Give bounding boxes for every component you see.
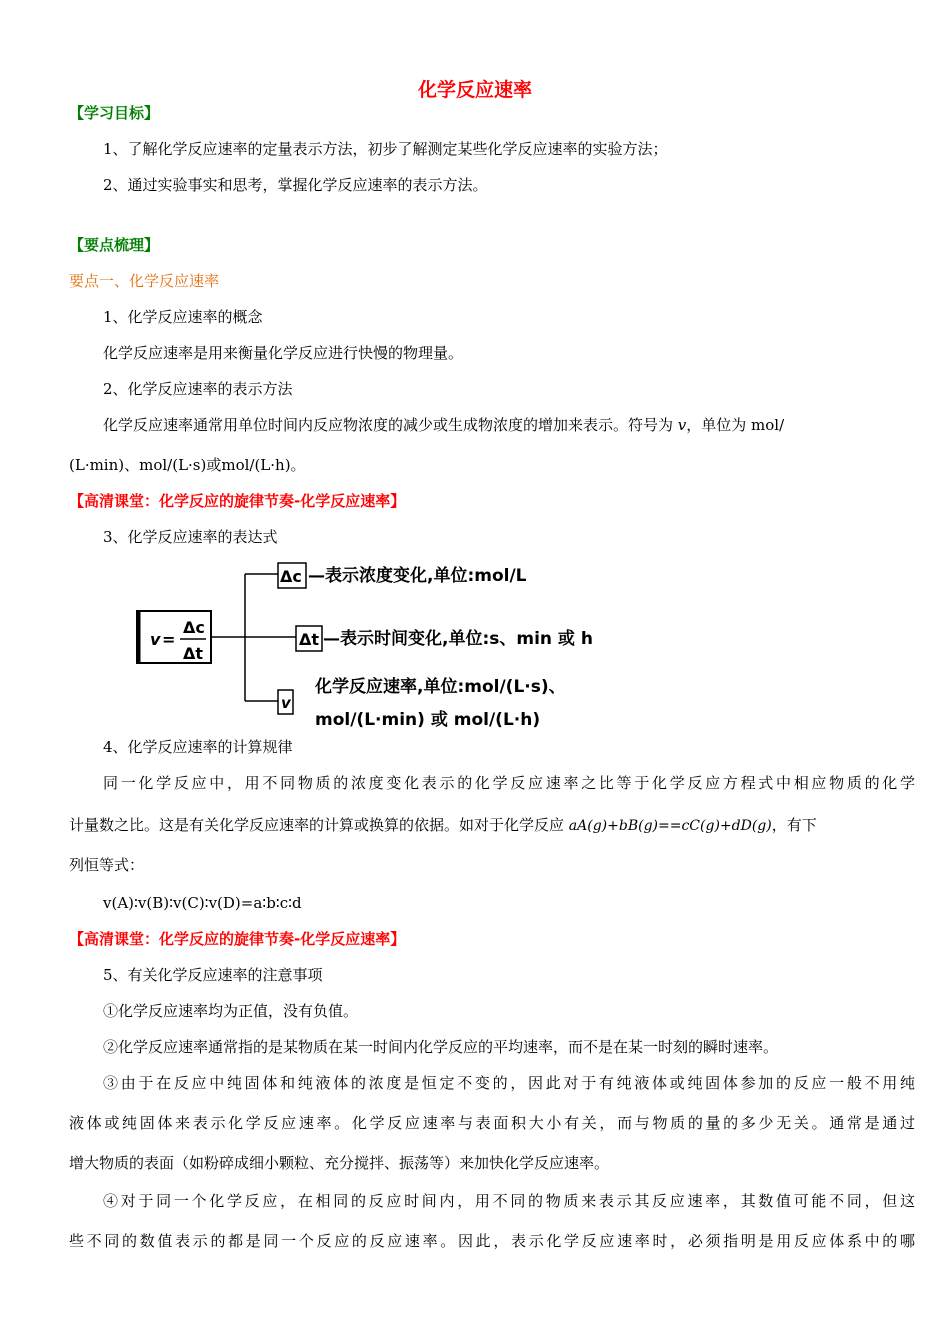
calc-rule-text-a: 计量数之比。这是有关化学反应速率的计算或换算的依据。如对于化学反应 <box>69 816 565 834</box>
note-4-line-2: 些不同的数值表示的都是同一个反应的反应速率。因此，表示化学反应速率时，必须指明是用反应体系中的哪 <box>69 1232 915 1250</box>
hd-class-link-1[interactable]: 【高清课堂：化学反应的旋律节奏-化学反应速率】 <box>69 492 406 510</box>
note-3-line-2: 液体或纯固体来表示化学反应速率。化学反应速率与表面积大小有关，而与物质的量的多少无关。通常是通过 <box>69 1114 915 1132</box>
branch-2-text: —表示时间变化,单位:s、min 或 h <box>323 629 593 649</box>
rate-expression-diagram <box>130 560 650 735</box>
calc-rule-text-b: ，有下 <box>771 816 817 834</box>
calc-rule-line-3: 列恒等式： <box>69 856 145 874</box>
page-title: 化学反应速率 <box>417 79 532 101</box>
branch-1-text: —表示浓度变化,单位:mol/L <box>308 566 527 586</box>
subsection-title-1: 1、化学反应速率的概念 <box>103 308 263 326</box>
hd-class-link-2[interactable]: 【高清课堂：化学反应的旋律节奏-化学反应速率】 <box>69 930 406 948</box>
section-heading-1: 要点一、化学反应速率 <box>69 272 220 290</box>
unit-text: (L·min)、mol/(L·s)或mol/(L·h)。 <box>69 456 306 474</box>
rate-symbol: v <box>677 416 687 434</box>
branch-3-text-2: mol/(L·min) 或 mol/(L·h) <box>315 710 541 730</box>
rate-ratio: v(A)∶v(B)∶v(C)∶v(D)=a∶b∶c∶d <box>103 894 302 912</box>
representation-text-b: ，单位为 mol/ <box>686 416 785 434</box>
representation-text <box>103 415 784 435</box>
calc-rule-line-1: 同一化学反应中，用不同物质的浓度变化表示的化学反应速率之比等于化学反应方程式中相应物质的化学 <box>103 774 915 792</box>
subsection-title-3: 3、化学反应速率的表达式 <box>103 528 278 546</box>
branch-1-symbol: Δc <box>280 567 302 586</box>
note-3-line-3: 增大物质的表面（如粉碎成细小颗粒、充分搅拌、振荡等）来加快化学反应速率。 <box>69 1154 610 1172</box>
subsection-title-5: 5、有关化学反应速率的注意事项 <box>103 966 323 984</box>
branch-3-symbol: v <box>281 694 291 712</box>
note-4-line-1: ④对于同一个化学反应，在相同的反应时间内，用不同的物质来表示其反应速率，其数值可能不同，但这 <box>103 1192 915 1210</box>
goal-item-2: 2、通过实验事实和思考，掌握化学反应速率的表示方法。 <box>103 176 488 194</box>
subsection-title-2: 2、化学反应速率的表示方法 <box>103 380 293 398</box>
concept-text: 化学反应速率是用来衡量化学反应进行快慢的物理量。 <box>103 344 464 362</box>
points-heading: 【要点梳理】 <box>69 236 160 254</box>
formula-denominator: Δt <box>183 644 204 663</box>
branch-3-text-1: 化学反应速率,单位:mol/(L·s)、 <box>315 677 566 697</box>
calc-rule-line-2 <box>69 815 817 836</box>
formula-lhs: v <box>150 630 161 649</box>
formula-numerator: Δc <box>183 618 205 637</box>
goals-heading: 【学习目标】 <box>69 104 160 122</box>
formula-equals: = <box>162 630 176 649</box>
note-1: ①化学反应速率均为正值，没有负值。 <box>103 1002 359 1020</box>
goal-item-1: 1、了解化学反应速率的定量表示方法，初步了解测定某些化学反应速率的实验方法； <box>103 140 668 158</box>
reaction-equation: aA(g)+bB(g)==cC(g)+dD(g) <box>568 818 772 834</box>
subsection-title-4: 4、化学反应速率的计算规律 <box>103 738 293 756</box>
representation-text-a: 化学反应速率通常用单位时间内反应物浓度的减少或生成物浓度的增加来表示。符号为 <box>103 416 674 434</box>
note-2: ②化学反应速率通常指的是某物质在某一时间内化学反应的平均速率，而不是在某一时刻的瞬时速率。 <box>103 1038 779 1056</box>
note-3-line-1: ③由于在反应中纯固体和纯液体的浓度是恒定不变的，因此对于有纯液体或纯固体参加的反应一般不用纯 <box>103 1074 915 1092</box>
branch-2-symbol: Δt <box>299 630 320 649</box>
